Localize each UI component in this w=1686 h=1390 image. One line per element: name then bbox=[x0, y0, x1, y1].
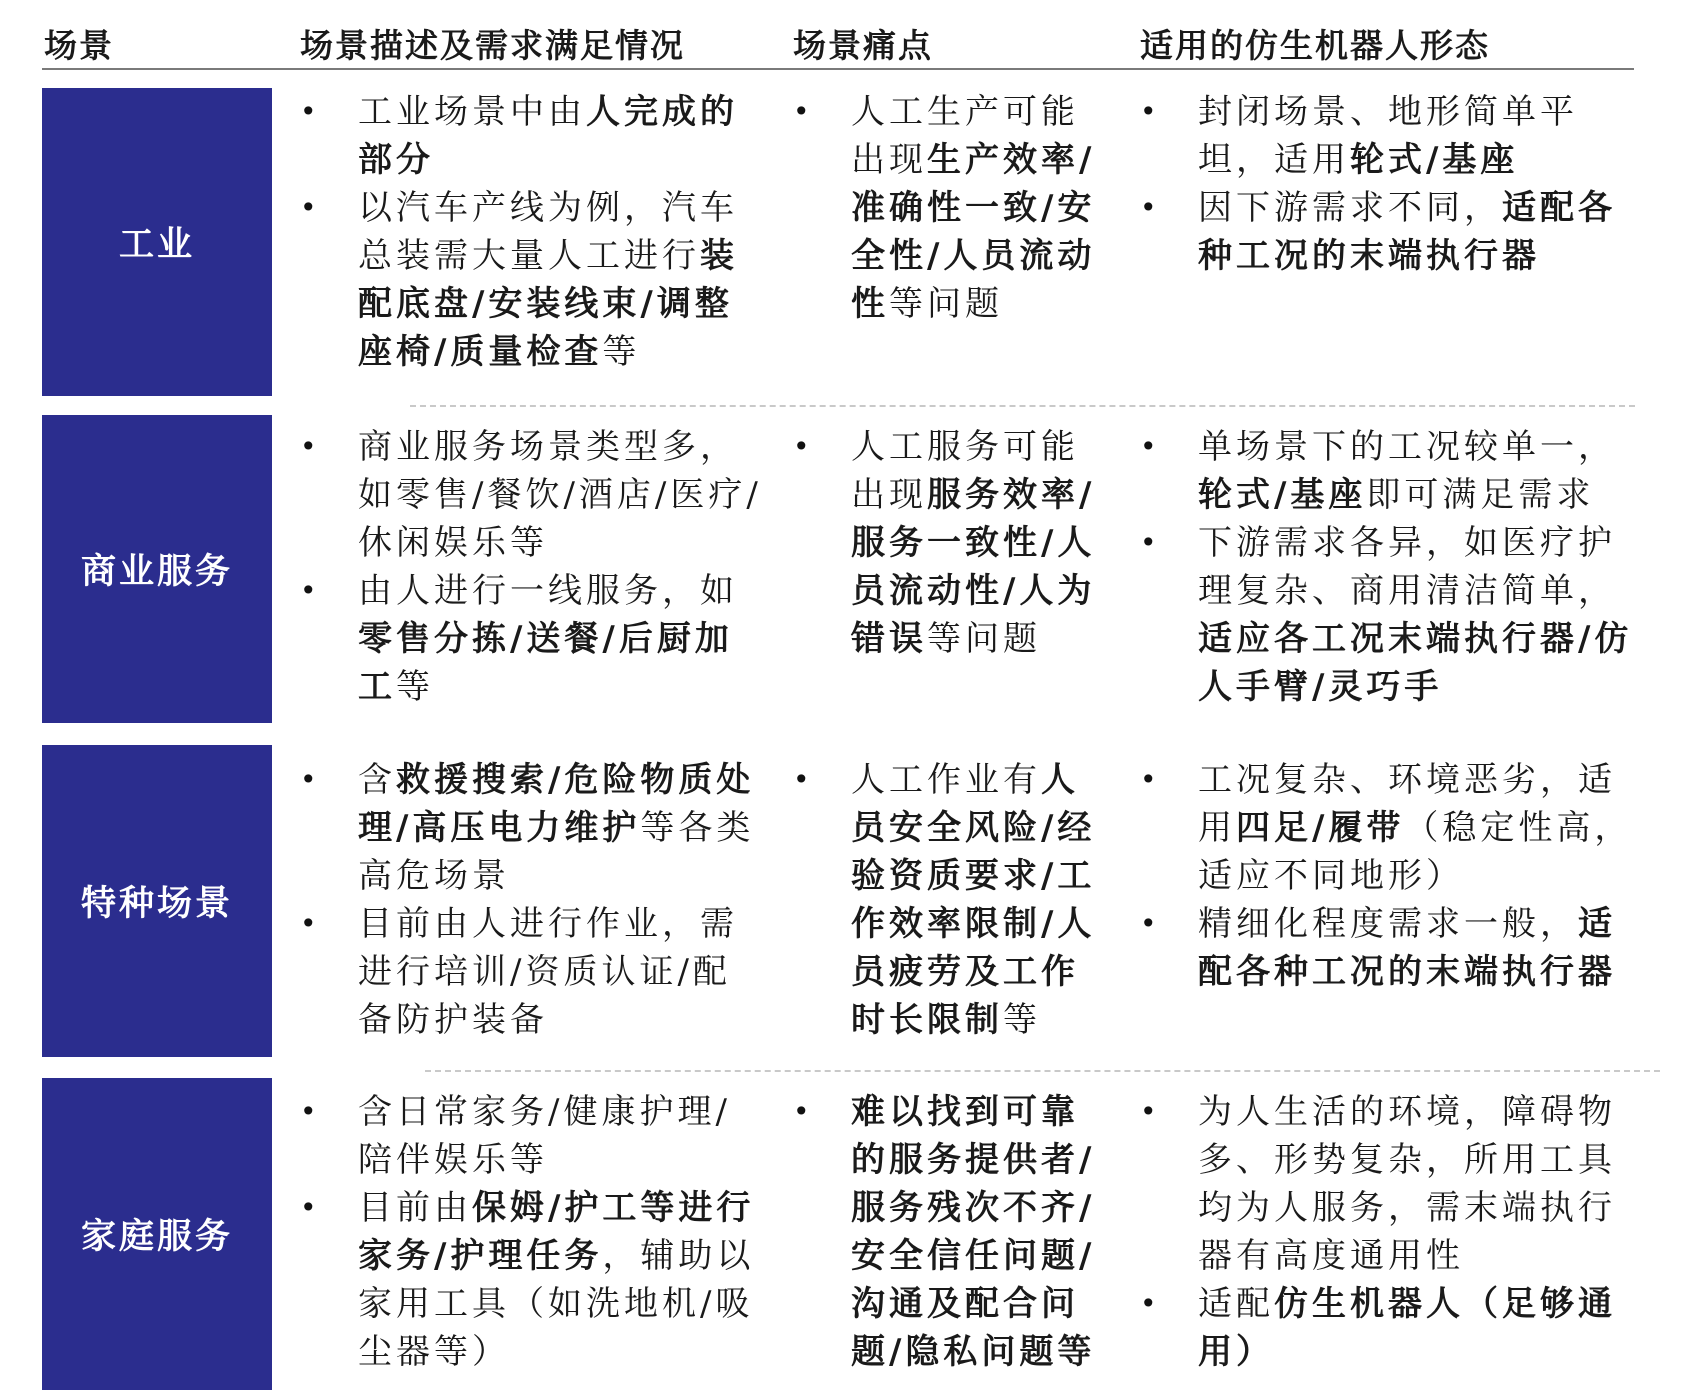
bold-text: 适应各工况末端执行器/仿人手臂/灵巧手 bbox=[1198, 619, 1633, 707]
bullet-item bbox=[300, 1088, 765, 1184]
text: 工业场景中由 bbox=[358, 92, 586, 132]
bold-text: 难以找到可靠的服务提供者/服务残次不齐/安全信任问题/沟通及配合问题/隐私问题等 bbox=[851, 1092, 1096, 1372]
pain-points-cell bbox=[793, 88, 1113, 328]
bold-text: 四足/履带 bbox=[1236, 808, 1405, 848]
row-label-household: 家庭服务 bbox=[42, 1078, 272, 1390]
text: 等 bbox=[396, 667, 434, 707]
pain-points-cell bbox=[793, 423, 1113, 663]
description-cell bbox=[300, 1088, 765, 1376]
bullet-item bbox=[1140, 756, 1640, 900]
text: 工况复杂、环境恶劣，适用 bbox=[1198, 760, 1616, 848]
pain-points-cell bbox=[793, 1088, 1113, 1376]
bold-text: 人完成的部分 bbox=[358, 92, 738, 180]
bullet-list bbox=[300, 88, 765, 376]
bold-text: 轮式/基座 bbox=[1198, 475, 1367, 515]
text: 人工服务可能出现 bbox=[851, 427, 1079, 515]
text: 封闭场景、地形简单平坦，适用 bbox=[1198, 92, 1578, 180]
bullet-list bbox=[793, 1088, 1113, 1376]
text: 人工作业有 bbox=[851, 760, 1041, 800]
bullet-list bbox=[300, 1088, 765, 1376]
bullet-item bbox=[1140, 1088, 1640, 1280]
bold-text: 保姆/护工等进行家务/护理任务 bbox=[358, 1188, 755, 1276]
text: 为人生活的环境，障碍物多、形势复杂，所用工具均为人服务，需末端执行器有高度通用性 bbox=[1198, 1092, 1616, 1276]
row-label-commercial: 商业服务 bbox=[42, 415, 272, 723]
text: 单场景下的工况较单一， bbox=[1198, 427, 1616, 467]
text: 等 bbox=[602, 332, 641, 372]
row-label-special: 特种场景 bbox=[42, 745, 272, 1057]
text: 目前由人进行作业，需进行培训/资质认证/配备防护装备 bbox=[358, 904, 738, 1040]
text: 由人进行一线服务，如 bbox=[358, 571, 738, 611]
bullet-list bbox=[1140, 1088, 1640, 1376]
text: 等 bbox=[1003, 1000, 1041, 1040]
header-description: 场景描述及需求满足情况 bbox=[300, 26, 685, 65]
robot-forms-cell bbox=[1140, 423, 1640, 711]
bullet-list bbox=[1140, 756, 1640, 996]
text: （稳定性高，适应不同地形） bbox=[1198, 808, 1633, 896]
description-cell bbox=[300, 423, 765, 711]
bullet-item bbox=[793, 88, 1113, 328]
robot-forms-cell bbox=[1140, 756, 1640, 996]
row-separator bbox=[425, 1070, 1660, 1072]
text: 适配 bbox=[1198, 1284, 1274, 1324]
description-cell bbox=[300, 756, 765, 1044]
bullet-item bbox=[300, 756, 765, 900]
bold-text: 轮式/基座 bbox=[1350, 140, 1519, 180]
text: 目前由 bbox=[358, 1188, 472, 1228]
bullet-list bbox=[1140, 423, 1640, 711]
row-separator bbox=[410, 405, 1635, 407]
bullet-item bbox=[1140, 423, 1640, 519]
bold-text: 服务效率/服务一致性/人员流动性/人为错误 bbox=[851, 475, 1096, 659]
text: 人工生产可能出现 bbox=[851, 92, 1079, 180]
text: 含日常家务/健康护理/陪伴娱乐等 bbox=[358, 1092, 731, 1180]
bullet-item bbox=[1140, 519, 1640, 711]
text: 因下游需求不同， bbox=[1198, 188, 1502, 228]
bold-text: 适配各种工况的末端执行器 bbox=[1198, 904, 1616, 992]
text: 等问题 bbox=[889, 284, 1003, 324]
bullet-list bbox=[793, 423, 1113, 663]
bold-text: 装配底盘/安装线束/调整座椅/质量检查 bbox=[358, 236, 738, 372]
bullet-item bbox=[1140, 88, 1640, 184]
text: 商业服务场景类型多，如零售/餐饮/酒店/医疗/休闲娱乐等 bbox=[358, 427, 762, 563]
bullet-item bbox=[300, 184, 765, 376]
bold-text: 救援搜索/危险物质处理/高压电力维护 bbox=[358, 760, 755, 848]
pain-points-cell bbox=[793, 756, 1113, 1044]
text: 下游需求各异，如医疗护理复杂、商用清洁简单， bbox=[1198, 523, 1616, 611]
text: ，辅助以家用工具（如洗地机/吸尘器等） bbox=[358, 1236, 755, 1372]
bold-text: 仿生机器人（足够通用） bbox=[1198, 1284, 1616, 1372]
bullet-item bbox=[1140, 1280, 1640, 1376]
text: 以汽车产线为例，汽车总装需大量人工进行 bbox=[358, 188, 738, 276]
bullet-item bbox=[300, 900, 765, 1044]
bullet-item bbox=[300, 1184, 765, 1376]
header-scene: 场景 bbox=[44, 26, 114, 65]
header-divider bbox=[42, 68, 1634, 70]
text: 含 bbox=[358, 760, 396, 800]
bullet-list bbox=[300, 423, 765, 711]
text: 等问题 bbox=[927, 619, 1041, 659]
bullet-item bbox=[300, 423, 765, 567]
description-cell bbox=[300, 88, 765, 376]
bullet-item bbox=[300, 567, 765, 711]
header-pain-points: 场景痛点 bbox=[793, 26, 933, 65]
robot-forms-cell bbox=[1140, 88, 1640, 280]
text: 等各类高危场景 bbox=[358, 808, 755, 896]
text: 精细化程度需求一般， bbox=[1198, 904, 1578, 944]
bullet-item bbox=[793, 1088, 1113, 1376]
bullet-item bbox=[793, 756, 1113, 1044]
bullet-item bbox=[793, 423, 1113, 663]
bullet-item bbox=[300, 88, 765, 184]
bullet-item bbox=[1140, 184, 1640, 280]
bullet-item bbox=[1140, 900, 1640, 996]
bold-text: 适配各种工况的末端执行器 bbox=[1198, 188, 1616, 276]
bold-text: 人员安全风险/经验资质要求/工作效率限制/人员疲劳及工作时长限制 bbox=[851, 760, 1096, 1040]
bullet-list bbox=[300, 756, 765, 1044]
bullet-list bbox=[793, 756, 1113, 1044]
text: 即可满足需求 bbox=[1366, 475, 1595, 515]
bullet-list bbox=[793, 88, 1113, 328]
robot-forms-cell bbox=[1140, 1088, 1640, 1376]
bullet-list bbox=[1140, 88, 1640, 280]
bold-text: 零售分拣/送餐/后厨加工 bbox=[358, 619, 733, 707]
row-label-industry: 工业 bbox=[42, 88, 272, 396]
header-robot-forms: 适用的仿生机器人形态 bbox=[1140, 26, 1490, 65]
bold-text: 生产效率/准确性一致/安全性/人员流动性 bbox=[851, 140, 1096, 324]
